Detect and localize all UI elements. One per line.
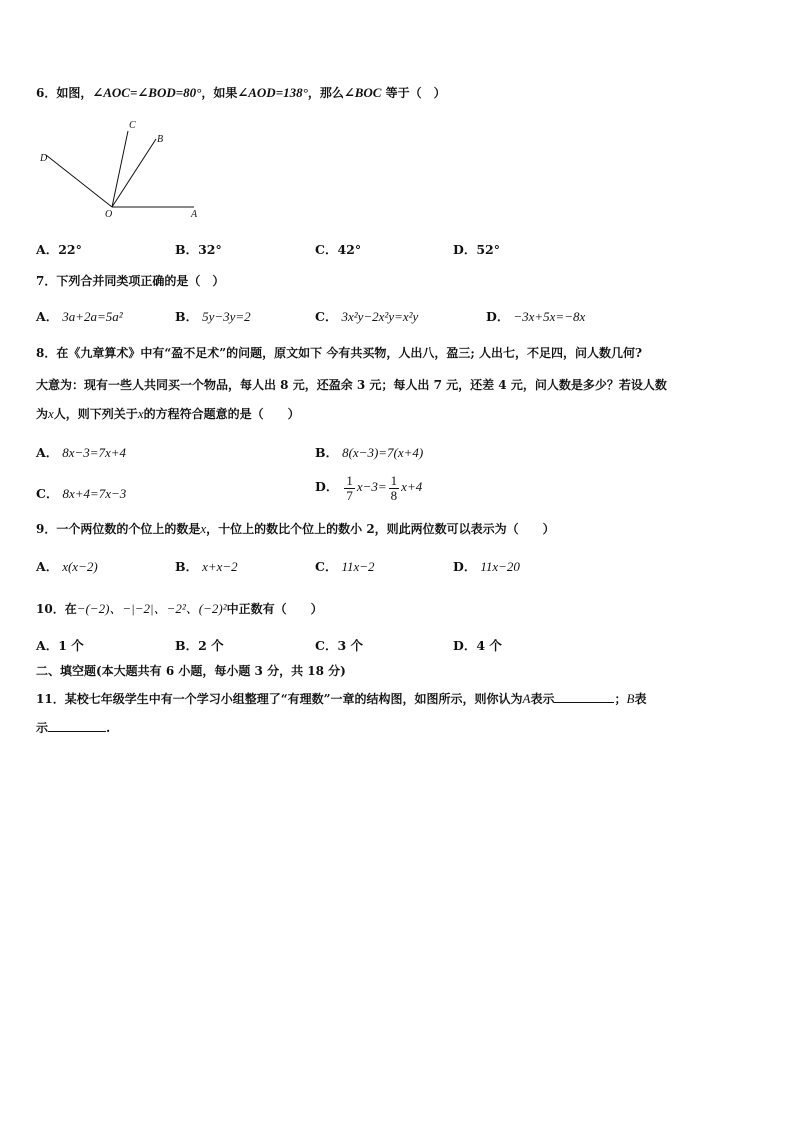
question-6-stem: 6．如图，∠AOC=∠BOD=80°，如果∠AOD=138°，那么∠BOC 等于（ ）: [36, 85, 446, 100]
q6-option-a[interactable]: A．22°: [36, 242, 82, 257]
label-A: A: [191, 209, 198, 220]
q6-option-d[interactable]: D．52°: [453, 242, 500, 257]
section-heading-fill-in: 二、填空题(本大题共有 6 小题，每小题 3 分，共 18 分): [36, 664, 346, 678]
ray-OC: [112, 131, 128, 207]
label-D: D: [40, 153, 48, 164]
q9-option-a[interactable]: A． x(x−2): [36, 559, 98, 574]
q7-option-d[interactable]: D． −3x+5x=−8x: [486, 309, 586, 324]
q9-option-b[interactable]: B． x+x−2: [175, 559, 238, 574]
q10-option-d[interactable]: D．4 个: [453, 638, 502, 653]
q7-option-b[interactable]: B． 5y−3y=2: [175, 309, 251, 324]
question-7-stem: 7．下列合并同类项正确的是（ ）: [36, 274, 225, 288]
question-11-line-1: 11．某校七年级学生中有一个学习小组整理了“有理数”一章的结构图，如图所示，则你认为A表示 ；B表: [36, 691, 647, 706]
question-10-stem: 10．在−(−2)、−|−2|、−2²、(−2)²中正数有（ ）: [36, 601, 323, 616]
q8-option-b[interactable]: B． 8(x−3)=7(x+4): [315, 445, 424, 460]
question-8-line-3: 为x人，则下列关于x的方程符合题意的是（ ）: [36, 406, 300, 421]
question-8-line-1: 8．在《九章算术》中有“盈不足术”的问题，原文如下 今有共买物，人出八，盈三; 人出七，不足四，问人数几何?: [36, 346, 642, 360]
angle-figure: [30, 115, 210, 225]
answer-blank-a[interactable]: [554, 702, 614, 703]
label-C: C: [129, 120, 136, 131]
q10-option-c[interactable]: C．3 个: [315, 638, 363, 653]
fraction-one-seventh: $\frac{1}{7}$: [346, 473, 353, 503]
q8-option-d[interactable]: D． $\frac{1}{7}$ x−3= $\frac{1}{8}$ x+4: [315, 473, 423, 503]
question-8-line-2: 大意为：现有一些人共同买一个物品，每人出 8 元，还盈余 3 元；每人出 7 元，还差 4 元，问人数是多少？若设人数: [36, 378, 667, 392]
q9-option-c[interactable]: C． 11x−2: [315, 559, 375, 574]
ray-OB: [112, 139, 156, 207]
question-11-line-2: 示 .: [36, 721, 111, 735]
q6-option-c[interactable]: C．42°: [315, 242, 362, 257]
q6-option-b[interactable]: B．32°: [175, 242, 222, 257]
answer-blank-b[interactable]: [48, 731, 106, 732]
q10-option-a[interactable]: A．1 个: [36, 638, 84, 653]
q8-option-a[interactable]: A． 8x−3=7x+4: [36, 445, 127, 460]
label-O: O: [105, 209, 113, 220]
ray-OD: [46, 155, 112, 207]
fraction-one-eighth: $\frac{1}{8}$: [390, 473, 398, 503]
question-9-stem: 9．一个两位数的个位上的数是x，十位上的数比个位上的数小 2，则此两位数可以表示为（ ）: [36, 521, 555, 536]
q7-option-a[interactable]: A． 3a+2a=5a²: [36, 309, 123, 324]
q8-option-c[interactable]: C． 8x+4=7x−3: [36, 486, 127, 501]
label-B: B: [157, 134, 164, 145]
q7-option-c[interactable]: C． 3x²y−2x²y=x²y: [315, 309, 419, 324]
q9-option-d[interactable]: D． 11x−20: [453, 559, 520, 574]
q10-option-b[interactable]: B．2 个: [175, 638, 224, 653]
